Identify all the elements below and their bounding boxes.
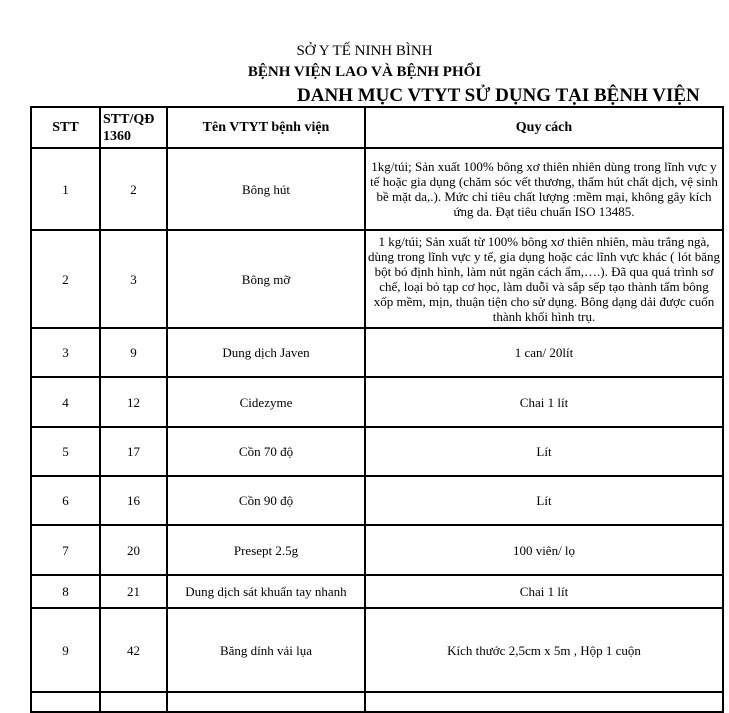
cell-name: Dung dịch sát khuẩn tay nhanh [167,575,365,608]
cell-stt: 8 [31,575,100,608]
cell-name: Presept 2.5g [167,525,365,575]
header-department: SỞ Y TẾ NINH BÌNH [296,43,433,59]
cell-qd: 21 [100,575,167,608]
cell-spec: Lít [365,476,723,525]
supplies-table [30,106,724,713]
column-header-spec: Quy cách [365,107,723,148]
cell-name: Dung dịch Javen [167,328,365,377]
cell-name: Cồn 70 độ [167,427,365,476]
cell-qd: 17 [100,427,167,476]
table-row [31,230,723,328]
cell-empty [167,692,365,712]
cell-name: Cồn 90 độ [167,476,365,525]
cell-stt: 9 [31,608,100,692]
cell-stt: 6 [31,476,100,525]
cell-empty [100,692,167,712]
table-row [31,476,723,525]
cell-spec: Kích thước 2,5cm x 5m , Hộp 1 cuộn [365,608,723,692]
table-row [31,525,723,575]
header-hospital: BỆNH VIỆN LAO VÀ BỆNH PHỔI [247,64,482,80]
table-row [31,427,723,476]
document-title: DANH MỤC VTYT SỬ DỤNG TẠI BỆNH VIỆN [297,85,700,106]
cell-qd: 9 [100,328,167,377]
table-row [31,377,723,427]
cell-qd: 2 [100,148,167,230]
table-row [31,328,723,377]
cell-spec: 100 viên/ lọ [365,525,723,575]
cell-spec: 1kg/túi; Sản xuất 100% bông xơ thiên nhiên dùng trong lĩnh vực y tế hoặc gia dụng (chăm sóc vết thương, thấm hút chất dịch, vệ sinh bề mặt da,.). Mức chỉ tiêu chất lượng :mềm mại, không gây kích ứng da. Đạt tiêu chuẩn ISO 13485. [365,148,723,230]
column-header-stt-qd: STT/QĐ 1360 [100,107,167,148]
cell-stt: 4 [31,377,100,427]
column-header-name: Tên VTYT bệnh viện [167,107,365,148]
cell-empty [365,692,723,712]
cell-spec: 1 kg/túi; Sản xuất từ 100% bông xơ thiên nhiên, màu trắng ngà, dùng trong lĩnh vực y tế, gia dụng hoặc các lĩnh vực khác ( lót băng bột bó định hình, làm nút ngăn cách ẩm,….). Đã qua quá trình sơ chế, loại bỏ tạp cơ học, làm duỗi và sắp sếp tạo thành tấm bông xốp mềm, mịn, thuận tiện cho sử dụng. Bông dạng dải được cuốn thành khối hình trụ. [365,230,723,328]
table-header-row [31,107,723,148]
cell-stt: 5 [31,427,100,476]
cell-qd: 3 [100,230,167,328]
cell-spec: Chai 1 lít [365,377,723,427]
column-header-stt: STT [31,107,100,148]
cell-spec: Lít [365,427,723,476]
cell-stt: 2 [31,230,100,328]
cell-qd: 16 [100,476,167,525]
cell-stt: 1 [31,148,100,230]
cell-spec: 1 can/ 20lít [365,328,723,377]
cell-qd: 20 [100,525,167,575]
cell-qd: 42 [100,608,167,692]
table-row-cut [31,692,723,712]
table-row [31,148,723,230]
cell-name: Bông mỡ [167,230,365,328]
cell-stt: 7 [31,525,100,575]
cell-name: Băng dính vải lụa [167,608,365,692]
table-row [31,608,723,692]
cell-stt: 3 [31,328,100,377]
cell-empty [31,692,100,712]
cell-name: Bông hút [167,148,365,230]
cell-qd: 12 [100,377,167,427]
cell-spec: Chai 1 lít [365,575,723,608]
table-row [31,575,723,608]
cell-name: Cidezyme [167,377,365,427]
